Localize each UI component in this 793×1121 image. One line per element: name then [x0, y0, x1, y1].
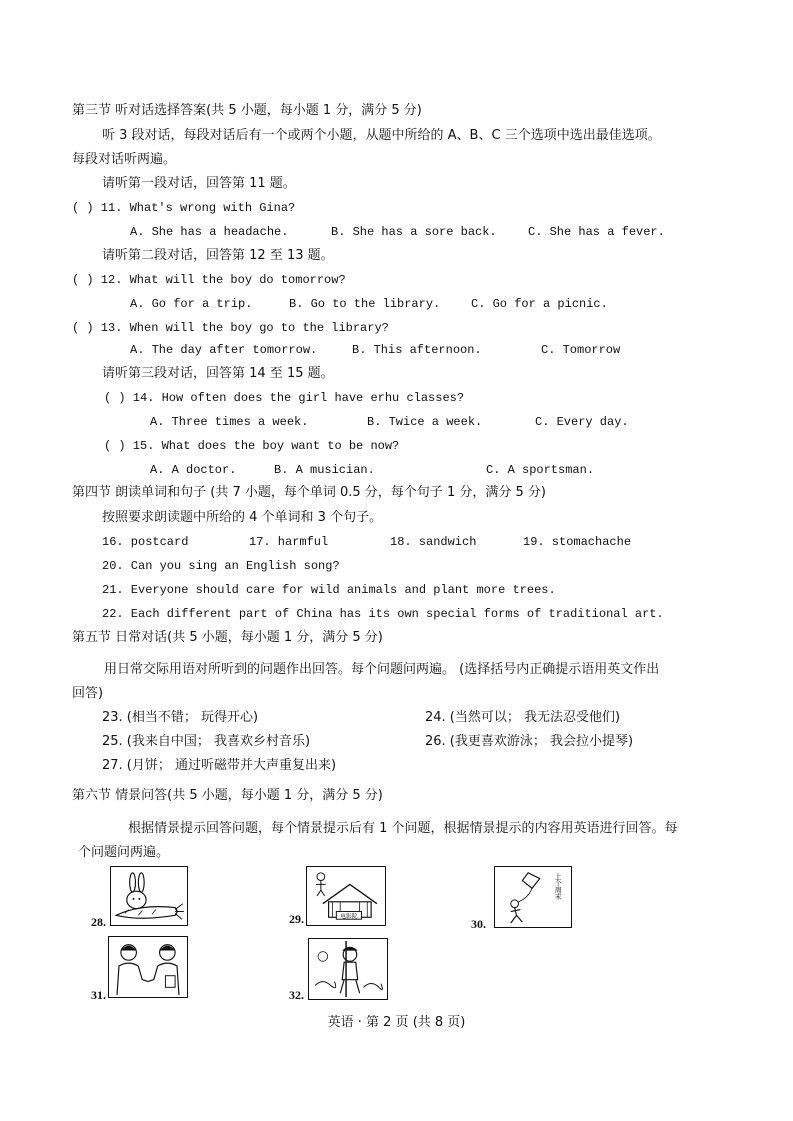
q12-option-b: B. Go to the library.	[289, 297, 441, 311]
section6-instruction-cont: 个问题问两遍。	[78, 845, 170, 860]
section6-instruction: 根据情景提示回答问题，每个情景提示后有 1 个问题，根据情景提示的内容用英语进行回答。每	[128, 821, 678, 836]
section4-header: 第四节 朗读单词和句子 (共 7 小题，每个单词 0.5 分，每个句子 1 分，满分 5 分)	[72, 485, 546, 500]
section3-header: 第三节 听对话选择答案(共 5 小题，每小题 1 分，满分 5 分)	[72, 103, 422, 118]
item-27: 27. (月饼； 通过听磁带并大声重复出来)	[102, 758, 337, 773]
q11-option-c: C. She has a fever.	[528, 225, 665, 239]
section5-instruction: 用日常交际用语对所听到的问题作出回答。每个问题问两遍。 (选择括号内正确提示语用英文作出	[104, 662, 660, 677]
page-footer: 英语 · 第 2 页 (共 8 页)	[327, 1015, 466, 1030]
q15-option-b: B. A musician.	[274, 463, 375, 477]
question-11: ( ) 11. What's wrong with Gina?	[72, 201, 296, 215]
item-24: 24. (当然可以； 我无法忍受他们)	[425, 710, 621, 725]
sentence-22: 22. Each different part of China has its own special forms of traditional art.	[102, 607, 664, 621]
section3-instruction-cont: 每段对话听两遍。	[72, 152, 177, 167]
item-23: 23. (相当不错； 玩得开心)	[102, 710, 259, 725]
section3-instruction: 听 3 段对话，每段对话后有一个或两个小题，从题中所给的 A、B、C 三个选项中选出最佳选项。	[102, 128, 661, 143]
picture-30-number: 30.	[471, 917, 486, 931]
sentence-20: 20. Can you sing an English song?	[102, 559, 340, 573]
q12-option-a: A. Go for a trip.	[130, 297, 253, 311]
picture-29-cinema	[306, 866, 386, 926]
q15-option-a: A. A doctor.	[150, 463, 237, 477]
q13-option-a: A. The day after tomorrow.	[130, 343, 318, 357]
picture-32-number: 32.	[289, 988, 304, 1002]
question-13: ( ) 13. When will the boy go to the library?	[72, 321, 389, 335]
picture-31-number: 31.	[91, 988, 106, 1002]
question-12: ( ) 12. What will the boy do tomorrow?	[72, 273, 346, 287]
picture-32-monkey-king	[308, 938, 388, 1000]
dialogue1-prompt: 请听第一段对话，回答第 11 题。	[102, 176, 296, 191]
q11-option-a: A. She has a headache.	[130, 225, 289, 239]
word-18: 18. sandwich	[390, 535, 477, 549]
section6-header: 第六节 情景问答(共 5 小题，每小题 1 分，满分 5 分)	[72, 788, 383, 803]
section5-header: 第五节 日常对话(共 5 小题，每小题 1 分，满分 5 分)	[72, 630, 383, 645]
q14-option-b: B. Twice a week.	[367, 415, 483, 429]
word-16: 16. postcard	[102, 535, 189, 549]
picture-31-handshake	[108, 936, 188, 998]
question-15: ( ) 15. What does the boy want to be now?	[104, 439, 400, 453]
cinema-sign: 电影院	[340, 914, 358, 921]
q13-option-b: B. This afternoon.	[352, 343, 482, 357]
q11-option-b: B. She has a sore back.	[331, 225, 497, 239]
picture-28-number: 28.	[91, 915, 106, 929]
dialogue2-prompt: 请听第二段对话，回答第 12 至 13 题。	[102, 248, 334, 263]
item-25: 25. (我来自中国； 我喜欢乡村音乐)	[102, 734, 311, 749]
sentence-21: 21. Everyone should care for wild animals and plant more trees.	[102, 583, 556, 597]
word-17: 17. harmful	[249, 535, 329, 549]
q12-option-c: C. Go for a picnic.	[471, 297, 608, 311]
q14-option-c: C. Every day.	[535, 415, 629, 429]
section4-instruction: 按照要求朗读题中所给的 4 个单词和 3 个句子。	[102, 510, 383, 525]
picture-28-rabbit-carrot	[110, 866, 188, 926]
q13-option-c: C. Tomorrow	[541, 343, 621, 357]
question-14: ( ) 14. How often does the girl have erhu classes?	[104, 391, 465, 405]
section5-instruction-cont: 回答)	[72, 686, 104, 701]
picture-30-kite	[494, 866, 572, 928]
item-26: 26. (我更喜欢游泳； 我会拉小提琴)	[425, 734, 634, 749]
dialogue3-prompt: 请听第三段对话，回答第 14 至 15 题。	[102, 366, 334, 381]
q14-option-a: A. Three times a week.	[150, 415, 309, 429]
q15-option-c: C. A sportsman.	[486, 463, 595, 477]
word-19: 19. stomachache	[523, 535, 632, 549]
picture-29-number: 29.	[289, 912, 304, 926]
last-weekend-label: 上个周末	[553, 872, 562, 900]
